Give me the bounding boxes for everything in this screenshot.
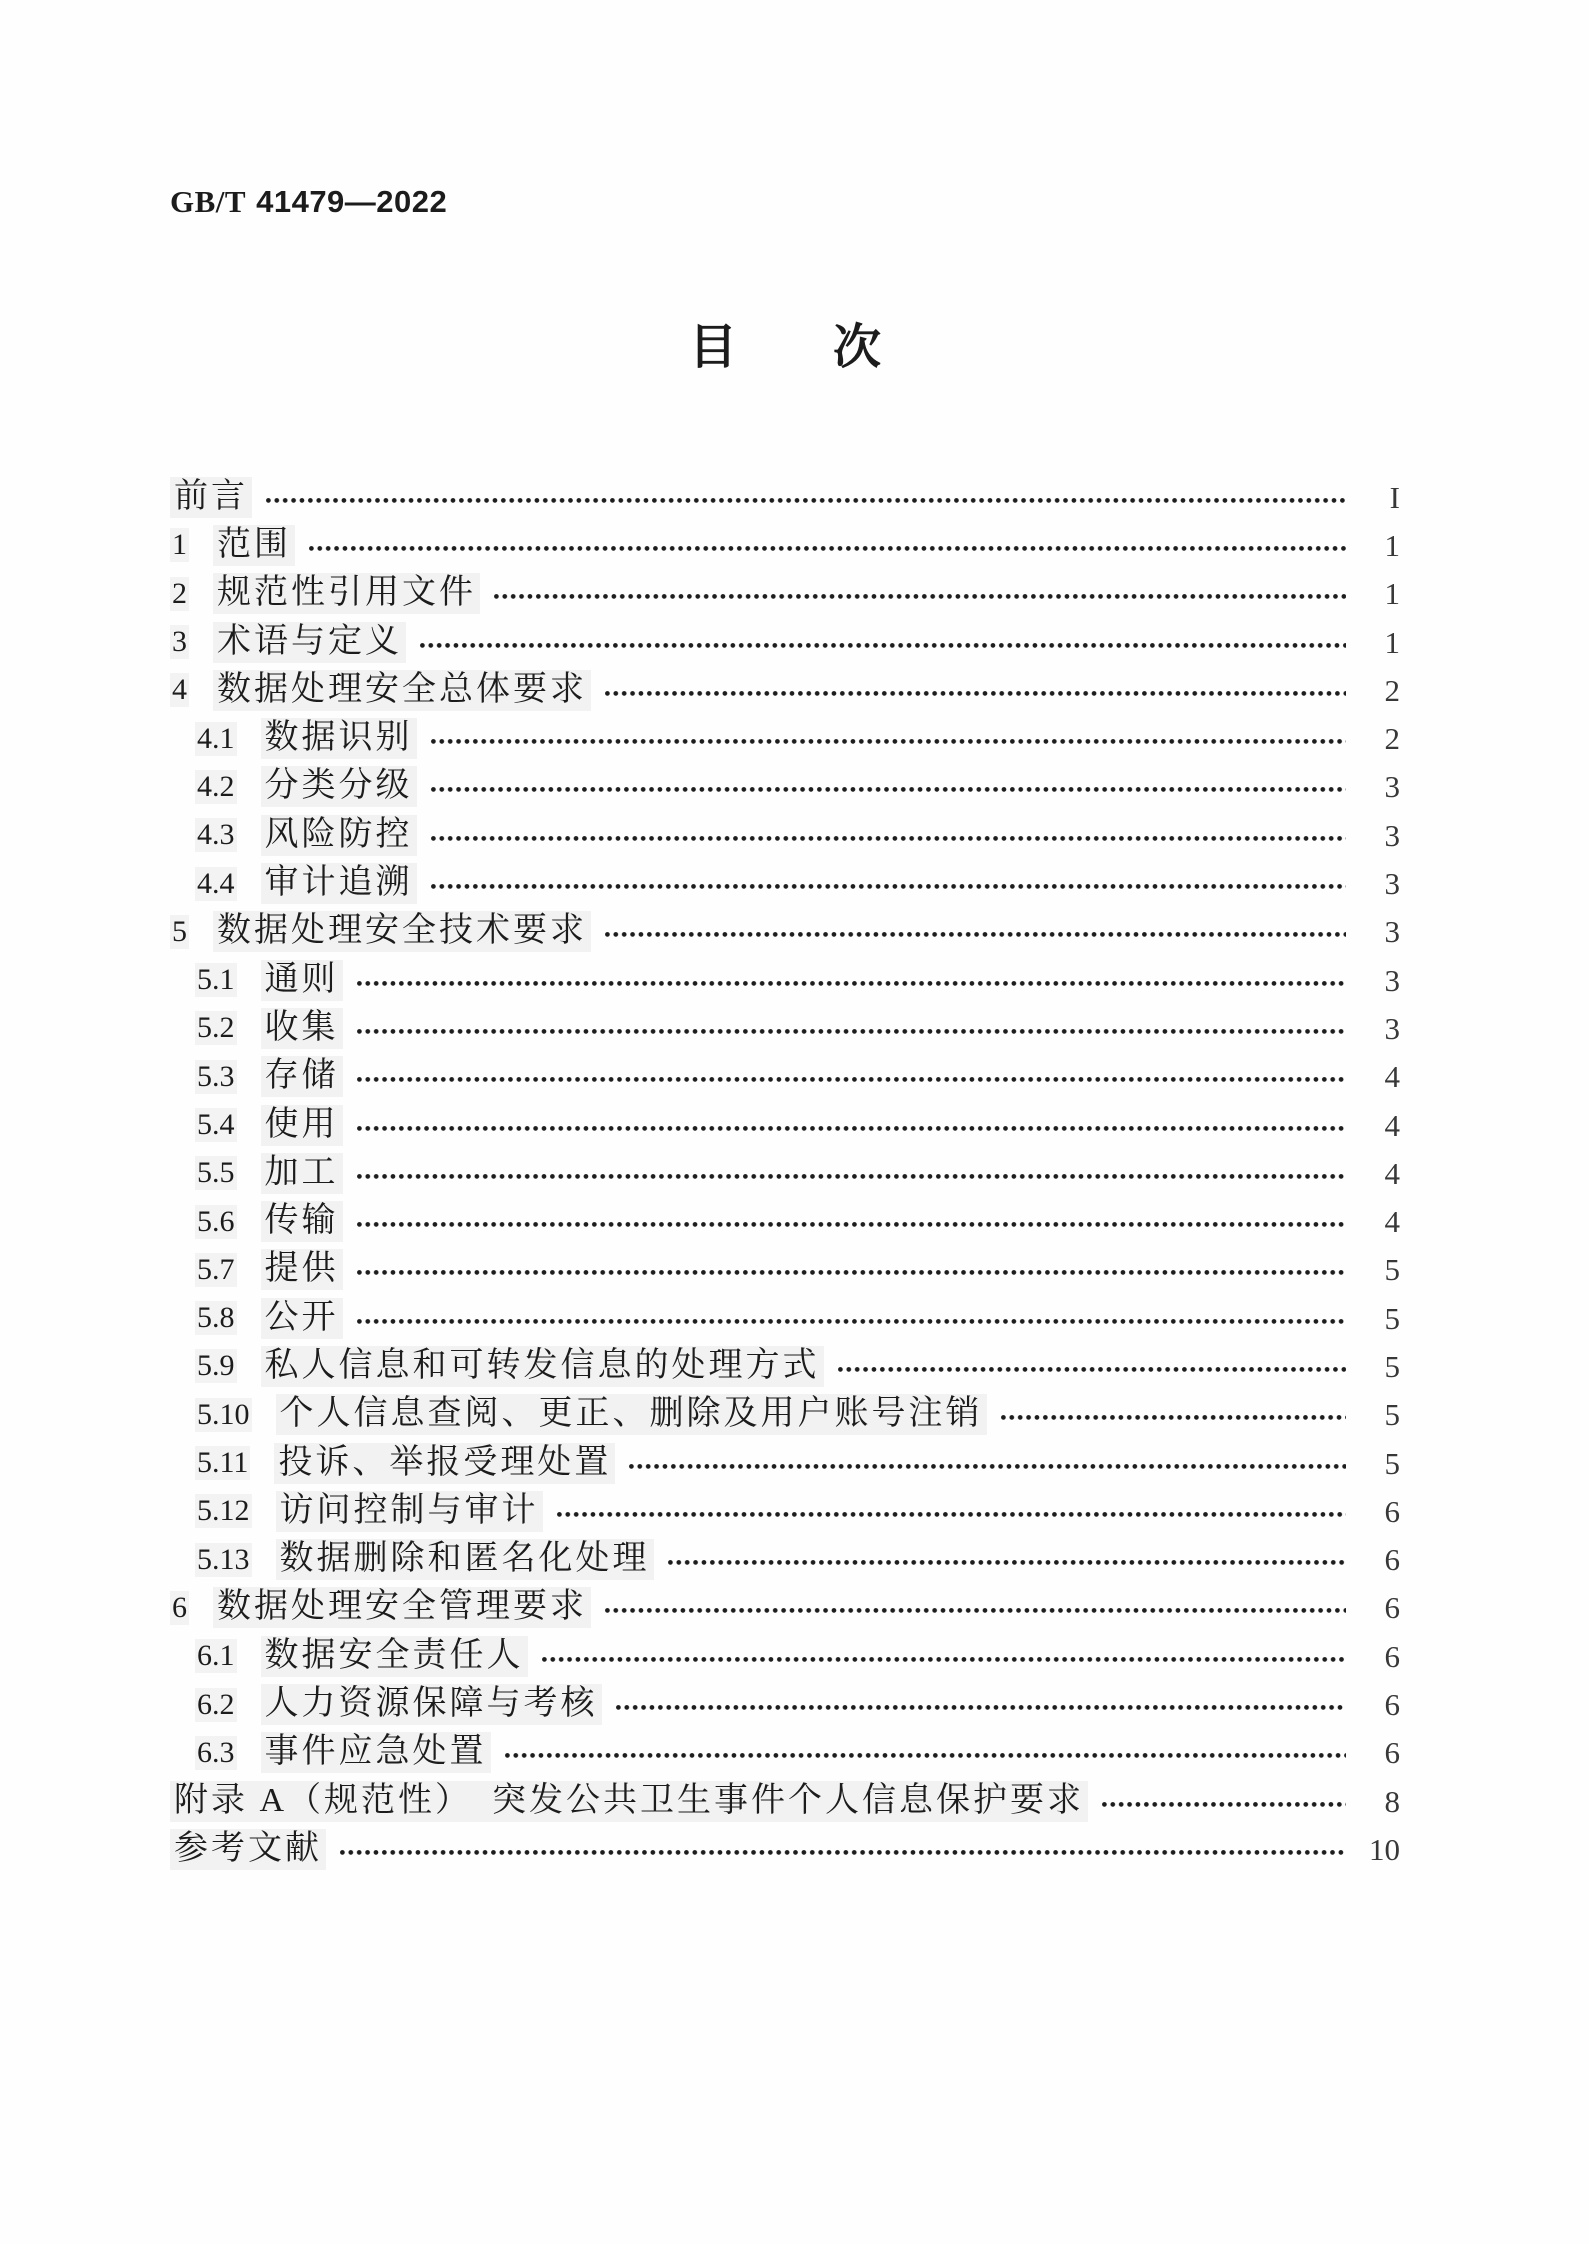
toc-entry-page: 5 [1384, 1300, 1400, 1336]
dot-leader [838, 1367, 1347, 1372]
toc-entry-label: 术语与定义 [213, 622, 406, 663]
dot-leader [431, 739, 1347, 744]
toc-entry-number: 5.5 [197, 1156, 235, 1190]
dot-leader [340, 1850, 1346, 1855]
toc-row [170, 1536, 1400, 1584]
toc-entry-label: 加工 [261, 1153, 343, 1194]
toc-entry-page: 3 [1384, 1010, 1400, 1046]
dot-leader [431, 884, 1347, 889]
toc-entry-page: 4 [1384, 1204, 1400, 1240]
toc-row [170, 1246, 1400, 1294]
toc-entry-page: 3 [1384, 817, 1400, 853]
toc-entry-label: 规范性引用文件 [213, 573, 480, 614]
dot-leader [494, 594, 1346, 599]
toc-entry-page: 3 [1384, 914, 1400, 950]
toc-entry-label: 通则 [261, 960, 343, 1001]
toc-entry-page: 6 [1384, 1590, 1400, 1626]
dot-leader [357, 1270, 1347, 1275]
toc-entry-label: 数据处理安全管理要求 [213, 1587, 591, 1628]
toc-entry-page: 3 [1384, 769, 1400, 805]
toc-row [170, 1004, 1400, 1052]
toc-entry-number: 5.7 [197, 1252, 235, 1286]
toc-entry-label: 附录 A（规范性） 突发公共卫生事件个人信息保护要求 [170, 1781, 1088, 1822]
dot-leader [431, 787, 1347, 792]
dot-leader [309, 546, 1346, 551]
toc-entry-label: 分类分级 [261, 766, 417, 807]
dot-leader [357, 1222, 1347, 1227]
toc-entry-number: 6.2 [197, 1687, 235, 1721]
toc-entry-label: 参考文献 [170, 1829, 326, 1870]
toc-row [170, 1487, 1400, 1535]
toc-entry-number: 4.3 [197, 818, 235, 852]
toc-entry-number: 5.3 [197, 1059, 235, 1093]
toc-entry-page: 5 [1384, 1445, 1400, 1481]
dot-leader [266, 498, 1346, 503]
toc-row [170, 1584, 1400, 1632]
table-of-contents [170, 473, 1400, 1874]
toc-entry-number: 5.9 [197, 1349, 235, 1383]
toc-entry-label: 传输 [261, 1201, 343, 1242]
dot-leader [431, 836, 1347, 841]
toc-row [170, 1777, 1400, 1825]
dot-leader [357, 1174, 1347, 1179]
toc-row [170, 811, 1400, 859]
toc-row [170, 521, 1400, 569]
toc-row [170, 1197, 1400, 1245]
toc-entry-page: 3 [1384, 866, 1400, 902]
toc-entry-label: 使用 [261, 1105, 343, 1146]
toc-entry-page: 6 [1384, 1542, 1400, 1578]
toc-row [170, 1149, 1400, 1197]
toc-entry-label: 公开 [261, 1298, 343, 1339]
toc-row [170, 1680, 1400, 1728]
toc-row [170, 618, 1400, 666]
toc-entry-page: 1 [1384, 527, 1400, 563]
toc-entry-number: 5.8 [197, 1301, 235, 1335]
toc-entry-page: 5 [1384, 1397, 1400, 1433]
toc-entry-number: 5.11 [197, 1446, 249, 1480]
toc-row [170, 1439, 1400, 1487]
toc-entry-label: 私人信息和可转发信息的处理方式 [261, 1346, 824, 1387]
toc-row [170, 473, 1400, 521]
toc-entry-label: 存储 [261, 1056, 343, 1097]
toc-row [170, 859, 1400, 907]
toc-entry-label: 数据安全责任人 [261, 1636, 528, 1677]
toc-entry-label: 事件应急处置 [261, 1732, 491, 1773]
toc-entry-page: 4 [1384, 1155, 1400, 1191]
toc-row [170, 666, 1400, 714]
toc-entry-label: 前言 [170, 477, 252, 518]
toc-entry-number: 5 [172, 914, 187, 948]
toc-entry-page: 4 [1384, 1059, 1400, 1095]
toc-entry-number: 4.4 [197, 866, 235, 900]
page-title: 目 次 [688, 321, 881, 374]
toc-entry-label: 数据识别 [261, 718, 417, 759]
toc-entry-number: 2 [172, 576, 187, 610]
toc-entry-number: 3 [172, 625, 187, 659]
toc-row [170, 956, 1400, 1004]
toc-row [170, 1729, 1400, 1777]
toc-entry-label: 风险防控 [261, 815, 417, 856]
toc-entry-number: 4.1 [197, 721, 235, 755]
toc-entry-number: 5.1 [197, 963, 235, 997]
dot-leader [420, 643, 1346, 648]
standard-number-value: 41479—2022 [256, 184, 448, 219]
toc-entry-page: 2 [1384, 672, 1400, 708]
dot-leader [1001, 1415, 1347, 1420]
toc-entry-number: 1 [172, 528, 187, 562]
toc-entry-label: 数据处理安全技术要求 [213, 911, 591, 952]
toc-row [170, 1825, 1400, 1873]
toc-entry-number: 6.1 [197, 1639, 235, 1673]
toc-entry-number: 4.2 [197, 769, 235, 803]
toc-row [170, 1101, 1400, 1149]
toc-entry-page: I [1389, 479, 1400, 515]
toc-entry-page: 3 [1384, 962, 1400, 998]
dot-leader [605, 932, 1346, 937]
toc-entry-number: 5.4 [197, 1108, 235, 1141]
dot-leader [629, 1464, 1346, 1469]
toc-entry-page: 6 [1384, 1638, 1400, 1674]
dot-leader [357, 1319, 1347, 1324]
toc-entry-label: 审计追溯 [261, 863, 417, 904]
toc-entry-number: 4 [172, 673, 187, 707]
toc-row [170, 714, 1400, 762]
toc-row [170, 1294, 1400, 1342]
dot-leader [557, 1512, 1347, 1517]
toc-row [170, 763, 1400, 811]
toc-entry-label: 范围 [213, 525, 295, 566]
dot-leader [542, 1657, 1347, 1662]
toc-entry-label: 提供 [261, 1249, 343, 1290]
toc-entry-page: 8 [1384, 1783, 1400, 1819]
toc-entry-page: 1 [1384, 576, 1400, 612]
toc-entry-label: 数据处理安全总体要求 [213, 670, 591, 711]
toc-entry-label: 投诉、举报受理处置 [274, 1443, 615, 1484]
toc-entry-page: 6 [1384, 1493, 1400, 1529]
dot-leader [357, 1126, 1347, 1131]
toc-entry-number: 5.13 [197, 1542, 250, 1576]
dot-leader [357, 1077, 1347, 1082]
dot-leader [357, 981, 1347, 986]
toc-entry-number: 6 [172, 1590, 187, 1624]
toc-entry-number: 5.6 [197, 1204, 235, 1238]
dot-leader [505, 1753, 1347, 1758]
toc-entry-page: 1 [1384, 624, 1400, 660]
toc-entry-label: 人力资源保障与考核 [261, 1684, 602, 1725]
dot-leader [605, 1608, 1346, 1613]
toc-entry-label: 收集 [261, 1008, 343, 1049]
toc-entry-label: 数据删除和匿名化处理 [276, 1539, 654, 1580]
toc-row [170, 1342, 1400, 1390]
toc-entry-page: 4 [1384, 1107, 1400, 1143]
toc-entry-label: 个人信息查阅、更正、删除及用户账号注销 [276, 1394, 987, 1435]
dot-leader [616, 1705, 1347, 1710]
toc-entry-page: 5 [1384, 1252, 1400, 1288]
standard-number-prefix: GB/T [170, 184, 247, 219]
toc-entry-number: 5.10 [197, 1397, 250, 1431]
toc-row [170, 1391, 1400, 1439]
toc-entry-number: 5.2 [197, 1011, 235, 1045]
toc-row [170, 570, 1400, 618]
toc-entry-number: 6.3 [197, 1735, 235, 1769]
toc-entry-label: 访问控制与审计 [276, 1491, 543, 1532]
toc-row [170, 1632, 1400, 1680]
toc-row [170, 1053, 1400, 1101]
toc-row [170, 908, 1400, 956]
toc-entry-page: 6 [1384, 1687, 1400, 1723]
toc-entry-page: 6 [1384, 1735, 1400, 1771]
dot-leader [605, 691, 1346, 696]
dot-leader [668, 1560, 1347, 1565]
toc-entry-page: 10 [1369, 1831, 1400, 1867]
standard-number [170, 184, 447, 220]
toc-entry-number: 5.12 [197, 1494, 250, 1528]
dot-leader [357, 1029, 1347, 1034]
dot-leader [1102, 1802, 1346, 1807]
toc-entry-page: 5 [1384, 1348, 1400, 1384]
toc-entry-page: 2 [1384, 721, 1400, 757]
